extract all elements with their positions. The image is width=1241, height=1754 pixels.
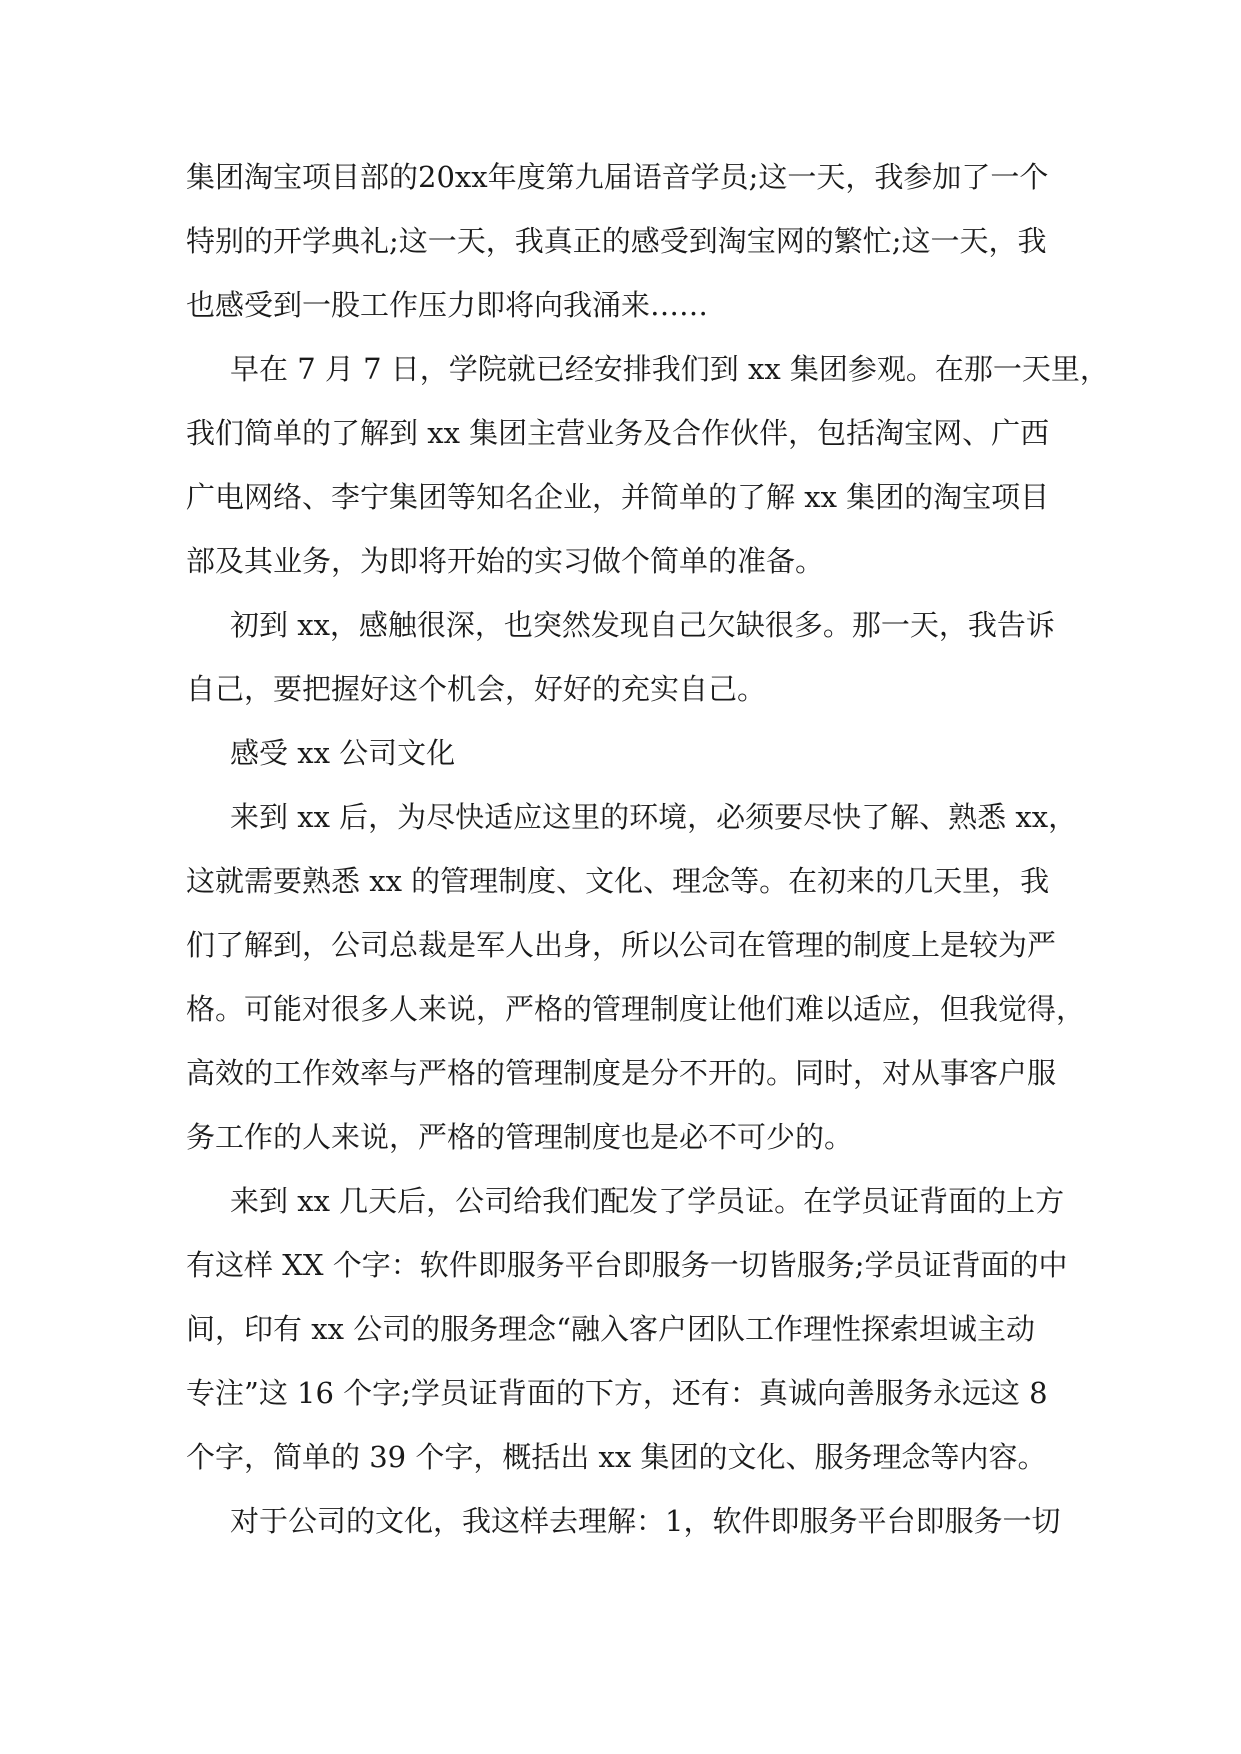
- text-line: 个字，简单的 39 个字，概括出 xx 集团的文化、服务理念等内容。: [186, 1440, 1047, 1474]
- section-heading: 感受 xx 公司文化: [230, 736, 456, 770]
- text-line: 早在 7 月 7 日，学院就已经安排我们到 xx 集团参观。在那一天里，: [230, 352, 1109, 386]
- text-line: 也感受到一股工作压力即将向我涌来……: [186, 288, 709, 322]
- text-line: 这就需要熟悉 xx 的管理制度、文化、理念等。在初来的几天里，我: [186, 864, 1050, 898]
- text-line: 广电网络、李宁集团等知名企业，并简单的了解 xx 集团的淘宝项目: [186, 480, 1050, 514]
- text-line: 来到 xx 后，为尽快适应这里的环境，必须要尽快了解、熟悉 xx，: [230, 800, 1078, 834]
- text-line: 有这样 XX 个字：软件即服务平台即服务一切皆服务;学员证背面的中: [186, 1248, 1068, 1282]
- text-line: 格。可能对很多人来说，严格的管理制度让他们难以适应，但我觉得，: [186, 992, 1086, 1026]
- text-line: 们了解到，公司总裁是军人出身，所以公司在管理的制度上是较为严: [186, 928, 1057, 962]
- text-line: 自己，要把握好这个机会，好好的充实自己。: [186, 672, 767, 706]
- text-line: 对于公司的文化，我这样去理解：1，软件即服务平台即服务一切: [230, 1504, 1061, 1538]
- text-line: 专注”这 16 个字;学员证背面的下方，还有：真诚向善服务永远这 8: [186, 1376, 1048, 1410]
- text-line: 务工作的人来说，严格的管理制度也是必不可少的。: [186, 1120, 854, 1154]
- text-line: 特别的开学典礼;这一天，我真正的感受到淘宝网的繁忙;这一天，我: [186, 224, 1047, 258]
- text-line: 初到 xx，感触很深，也突然发现自己欠缺很多。那一天，我告诉: [230, 608, 1055, 642]
- text-line: 我们简单的了解到 xx 集团主营业务及合作伙伴，包括淘宝网、广西: [186, 416, 1050, 450]
- text-line: 间，印有 xx 公司的服务理念“融入客户团队工作理性探索坦诚主动: [186, 1312, 1035, 1346]
- text-line: 高效的工作效率与严格的管理制度是分不开的。同时，对从事客户服: [186, 1056, 1057, 1090]
- text-line: 部及其业务，为即将开始的实习做个简单的准备。: [186, 544, 825, 578]
- text-line: 来到 xx 几天后，公司给我们配发了学员证。在学员证背面的上方: [230, 1184, 1065, 1218]
- body-text: [186, 145, 1109, 1553]
- text-line: 集团淘宝项目部的20xx年度第九届语音学员;这一天，我参加了一个: [186, 160, 1049, 194]
